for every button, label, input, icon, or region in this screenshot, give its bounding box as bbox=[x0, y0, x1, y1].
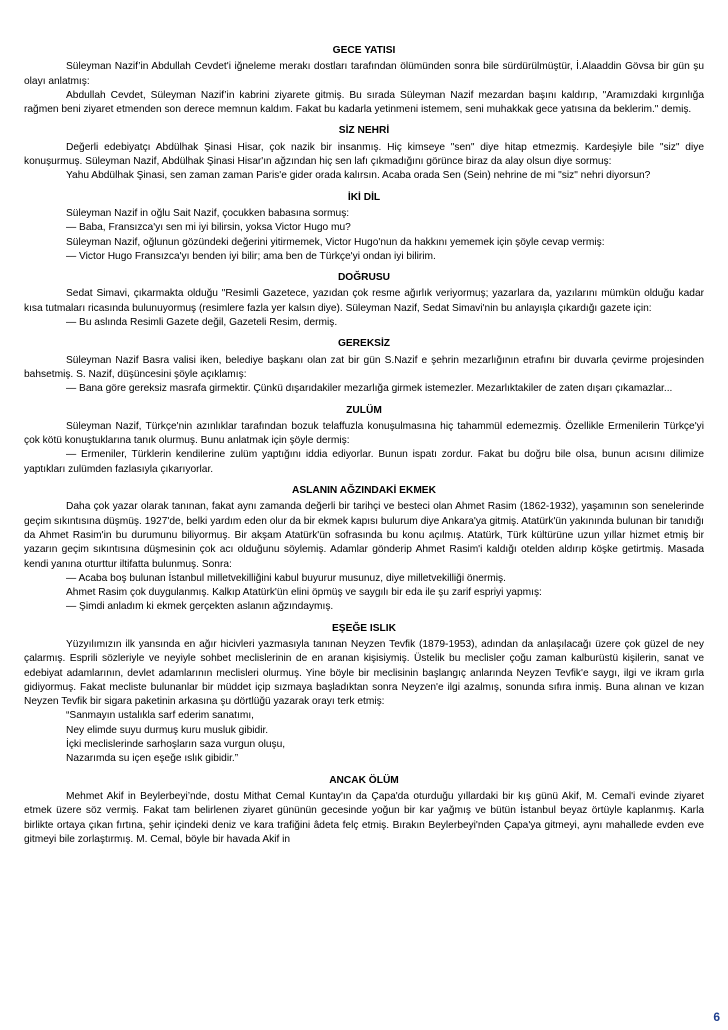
paragraph: Daha çok yazar olarak tanınan, fakat aynı zamanda değerli bir tarihçi ve besteci olan Ahmet Rasim (1862-1932), yaşamının son senelerinde geçim sıkıntısına düşmüş. 1927'de, belki yardım eden olur da bir ekmek kapısı bulurum diye Ankara'ya gitmiş. Atatürk'ün yakınında bulunan bir tanıdığı da Ahmet Rasim'in bu durumunu biliyormuş. Bir akşam Atatürk'ün sofrasında bu konu açılmış. Atatürk, Türk kültürüne uzun yıllar hizmet etmiş bir yazarın geçim sıkıntısına düşmesinin çok acı olduğunu söylemiş. Adamlar gönderip Ahmet Rasim'i kaldığı otelden aldırıp köşke getirtmiş. Masada kendi yanına oturttur iltifatta bulunmuş. Sonra: bbox=[24, 501, 704, 570]
indented-line: — Bu aslında Resimli Gazete değil, Gazeteli Resim, dermiş. bbox=[66, 317, 338, 329]
section-title: SİZ NEHRİ bbox=[338, 125, 390, 137]
paragraph: Yüzyılımızın ilk yansında en ağır hicivleri yazmasıyla tanınan Neyzen Tevfik (1879-1953), adından da anlaşılacağı üzere çok güzel de ney çalarmış. Esprili sözleriyle ve neyiyle sohbet meclislerinin de en aranan kişisiymiş. Üstelik bu meclisler çoğu zaman kalburüstü kişilerin, sanat ve edebiyat adamlarının, devlet adamlarının meclisleri olurmuş. Yine böyle bir meclisinin başlangıç anlarında Neyzen Tevfik'e saygı, ilgi ve ikram gırla gidiyormuş. Fakat mecliste bulunanlar bir müddet içip sızmaya başladıktan sonra Neyzen'e ilgi azalmış, sonunda sıfıra inmiş. Buna alınan ve kızan Neyzen Tevfik bir sigara paketinin arkasına şu dörtlüğü yazarak orayı terk etmiş: bbox=[24, 638, 704, 708]
paragraph: Sedat Simavi, çıkarmakta olduğu "Resimli Gazetece, yazıdan çok resme ağırlık veriyormuş; yazarlara da, yazılarını mümkün olduğu kadar kısa tutmaları ricasında bulunuyormuş (resimlere fazla yer kalsın diye). Süleyman Nazif, Sedat Simavi'nin bu anlayışla çıkardığı gazete için: bbox=[24, 288, 704, 314]
document-page bbox=[24, 44, 704, 847]
indented-line: — Acaba boş bulunan İstanbul milletvekilliğini kabul buyurur musunuz, diye milletvekilliği önermiş. bbox=[66, 572, 506, 584]
indented-line: Süleyman Nazif, oğlunun gözündeki değerini yitirmemek, Victor Hugo'nun da hakkını yememek için şöyle cevap vermiş: bbox=[66, 236, 605, 248]
section-title: GECE YATISI bbox=[332, 45, 396, 56]
paragraph: Süleyman Nazif’in Abdullah Cevdet'i iğneleme merakı dostları tarafından ölümünden sonra bile sürdürülmüştür, İ.Alaaddin Gövsa bir gün şu olayı anlatmış: bbox=[24, 61, 704, 87]
paragraph: Mehmet Akif in Beylerbeyi’nde, dostu Mithat Cemal Kuntay'ın da Çapa'da oturduğu yıllardaki bir kış günü Akif, M. Cemal'i evinde ziyaret etmek üzere söz vermiş. Fakat tam belirlenen ziyaret gününün gecesinde yoğun bir kar yağmış ve bütün İstanbul beyaz örtüyle kaplanmış. Karla birlikte ortaya çıkan fırtına, şehir içindeki deniz ve kara trafiğini âdeta felç etmiş. Bırakın Beylerbeyi'nden Çapa'ya gitmeyi, aynı mahallede evden eve gitmeyi bile zorlaştırmış. M. Cemal, böyle bir havada Akif in bbox=[24, 790, 704, 845]
indented-line: İçki meclislerinde sarhoşların saza vurgun oluşu, bbox=[66, 739, 286, 751]
paragraph: Yahu Abdülhak Şinasi, sen zaman zaman Paris'e gider orada kalırsın. Acaba orada Sen (Sein) nehrine de mi "siz" nehri diyorsun? bbox=[66, 170, 651, 182]
indented-line: Süleyman Nazif in oğlu Sait Nazif, çocukken babasına sormuş: bbox=[66, 207, 350, 219]
paragraph: — Bana göre gereksiz masrafa girmektir. Çünkü dışarıdakiler mezarlığa girmek istemezler. Mezarlıktakiler de zaten dışarı çıkamazlar... bbox=[66, 383, 673, 395]
indented-line: Ahmet Rasim çok duygulanmış. Kalkıp Atatürk'ün elini öpmüş ve saygılı bir eda ile şu zarif espriyi yapmış: bbox=[66, 587, 542, 599]
indented-line: Nazarımda su içen eşeğe ıslık gibidir.” bbox=[66, 753, 239, 765]
paragraph: Süleyman Nazif Basra valisi iken, belediye başkanı olan zat bir gün S.Nazif e şehrin mezarlığının etrafını bir duvarla çevirme projesinden bahsetmiş. S. Nazif, düşüncesini şöyle açıklamış: bbox=[24, 354, 704, 380]
section-title: DOĞRUSU bbox=[337, 272, 391, 284]
indented-line: “Sanmayın ustalıkla sarf ederim sanatımı, bbox=[66, 710, 254, 722]
paragraph: Değerli edebiyatçı Abdülhak Şinasi Hisar, çok nazik bir insanmış. Hiç kimseye "sen" diye hitap etmezmiş. Kardeşiyle bile "siz" diye konuşurmuş. Süleyman Nazif, Abdülhak Şinasi Hisar'ın ağzından hiç sen lafı çıkmadığını görünce biraz da alay olsun diye sormuş: bbox=[24, 141, 704, 168]
section-title: İKİ DİL bbox=[347, 191, 381, 203]
section-title: ANCAK ÖLÜM bbox=[329, 774, 399, 786]
paragraph: Süleyman Nazif, Türkçe'nin azınlıklar tarafından bozuk telaffuzla konuşulmasına hiç tahammül edemezmiş. Özellikle Ermenilerin Türkçe'yi çok kötü konuştuklarına tanık olurmuş. Bunu anlatmak için şöyle dermiş: bbox=[24, 420, 704, 447]
paragraph: Abdullah Cevdet, Süleyman Nazif’in kabrini ziyarete gitmiş. Bu sırada Süleyman Nazif mezardan başını kaldırıp, "Aramızdaki kırgınlığa rağmen beni ziyaret etmenden son derece memnun kaldım. Fakat bu kadarla yetinmeni istemem, seni muhakkak gece yatısına da beklerim." demiş. bbox=[24, 89, 704, 116]
section-title: ASLANIN AĞZINDAKİ EKMEK bbox=[292, 485, 436, 497]
paragraph: — Ermeniler, Türklerin kendilerine zulüm yaptığını iddia ediyorlar. Bunun ispatı zordur. Fakat bu doğru bile olsa, bunun acısını dilimize yaptıkları zulümden fazlasıyla çıkarıyorlar. bbox=[24, 449, 704, 475]
page-number: 6 bbox=[713, 1010, 720, 1024]
indented-line: — Şimdi anladım ki ekmek gerçekten aslanın ağzındaymış. bbox=[66, 601, 334, 613]
indented-line: Ney elimde suyu durmuş kuru musluk gibidir. bbox=[66, 724, 269, 736]
section-title: ZULÜM bbox=[346, 404, 382, 416]
section-title: EŞEĞE ISLIK bbox=[332, 622, 396, 634]
indented-line: — Victor Hugo Fransızca'yı benden iyi bilir; ama ben de Türkçe'yi ondan iyi bilirim. bbox=[66, 250, 436, 262]
indented-line: — Baba, Fransızca'yı sen mi iyi bilirsin, yoksa Victor Hugo mu? bbox=[66, 222, 351, 234]
section-title: GEREKSİZ bbox=[337, 338, 391, 350]
